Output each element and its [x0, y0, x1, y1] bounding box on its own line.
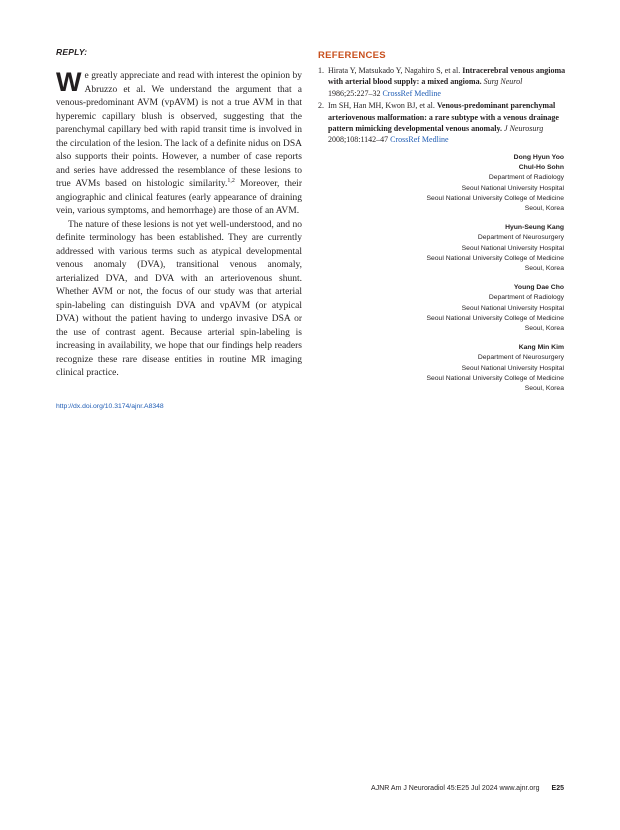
affiliation-line: Department of Neurosurgery: [477, 354, 564, 362]
affiliation-line: Seoul, Korea: [524, 205, 564, 213]
author-name: Hyun-Seung Kang: [505, 224, 564, 232]
author-name: Young Dae Cho: [513, 284, 564, 292]
affiliation-line: Department of Neurosurgery: [477, 234, 564, 242]
reference-item: [318, 65, 566, 99]
reference-item: [318, 100, 566, 145]
affiliation-line: Seoul National University College of Medicine: [426, 314, 564, 322]
reference-title: Venous-predominant parenchymal arteriovenous malformation: a rare subtype with a venous drainage pattern mimicking developmental venous anomaly.: [328, 101, 559, 133]
affiliation-line: Department of Radiology: [488, 294, 564, 302]
paragraph-1-text-b: Moreover, their angiographic and clinical features (early appearance of draining vein, various symptoms, and hemorrhage) are those of an AVM.: [56, 179, 302, 216]
author-block: [426, 283, 564, 334]
affiliation-line: Seoul National University Hospital: [461, 244, 564, 252]
doi-link[interactable]: http://dx.doi.org/10.3174/ajnr.A8348: [56, 403, 164, 410]
author-block: [426, 153, 564, 163]
affiliation-line: Seoul National University Hospital: [461, 364, 564, 372]
reference-number: 1.: [318, 66, 324, 75]
affiliation-line: Seoul National University Hospital: [461, 304, 564, 312]
author-name: Chul-Ho Sohn: [518, 164, 564, 172]
reference-journal: Surg Neurol: [481, 77, 523, 87]
reference-journal: J Neurosurg: [502, 123, 544, 133]
references-section: [318, 50, 566, 147]
reply-paragraph-1: [56, 67, 302, 219]
affiliation-line: Seoul National University Hospital: [461, 184, 564, 192]
affiliation-line: Seoul, Korea: [524, 385, 564, 393]
author-affiliations: [426, 153, 564, 403]
reference-authors: Hirata Y, Matsukado Y, Nagahiro S, et al.: [328, 66, 463, 75]
author-name: Dong Hyun Yoo: [513, 154, 564, 161]
reference-details: 1986;25:227–32: [328, 88, 383, 98]
affiliation-line: Department of Radiology: [488, 174, 564, 182]
author-block: [426, 223, 564, 274]
affiliation-line: Seoul, Korea: [524, 325, 564, 333]
reference-title: Intracerebral venous angioma with arterial blood supply: a mixed angioma.: [328, 66, 566, 87]
affiliation-line: Seoul, Korea: [524, 265, 564, 273]
reference-number: 2.: [318, 101, 324, 111]
reference-details: 2008;108:1142–47: [328, 135, 391, 145]
affiliation-line: Seoul National University College of Medicine: [426, 254, 564, 262]
paragraph-1-text-a: e greatly appreciate and read with interest the opinion by Abruzzo et al. We understand the argument that a venous-predominant AVM (vpAVM) is not a true AVM in that hyperemic capillary blush is observed, suggesting that the parenchymal capillary bed with rapid transit time is involved in the circulation of the lesion. The lack of a definite nidus on DSA also supports their points. However, a number of case reports and series have addressed the resemblance of these lesions to true AVMs based on histologic similarity.: [56, 71, 302, 189]
reply-body: [56, 67, 302, 381]
reference-list: [318, 65, 566, 146]
reference-crossref-medline-links[interactable]: CrossRef Medline: [382, 88, 441, 98]
reply-heading: REPLY:: [56, 47, 88, 57]
reference-crossref-medline-links[interactable]: CrossRef Medline: [390, 135, 449, 145]
affiliation-line: Seoul National University College of Medicine: [426, 194, 564, 202]
reference-text: [328, 100, 566, 145]
reference-text: [328, 65, 566, 99]
reply-paragraph-2: The nature of these lesions is not yet well-understood, and no definite terminology has been established. They are currently addressed with various terms such as atypical developmental venous anomaly (DVA), transitional venous anomaly, arterialized DVA, and DVA with an arteriovenous shunt. Whether AVM or not, the focus of our study was that arterial spin-labeling can distinguish DVA and vpAVM (or atypical DVA) without the patient having to undergo invasive DSA or the use of contrast agent. Because arterial spin-labeling is increasing in availability, we hope that our findings help readers recognize these rare disease entities in routine MR imaging clinical practice.: [56, 219, 302, 378]
references-title: REFERENCES: [318, 50, 386, 61]
citation-superscript[interactable]: 1,2: [227, 177, 235, 184]
reference-authors: Im SH, Han MH, Kwon BJ, et al.: [328, 101, 437, 111]
author-name: Kang Min Kim: [518, 344, 564, 352]
author-block: [426, 343, 564, 394]
affiliation-line: Seoul National University College of Medicine: [426, 374, 564, 382]
page-number: E25: [551, 785, 564, 792]
dropcap: W: [56, 67, 82, 97]
page-footer: [371, 785, 564, 792]
footer-journal-info: AJNR Am J Neuroradiol 45:E25 Jul 2024 www.ajnr.org: [371, 785, 540, 792]
author-block: [426, 163, 564, 214]
